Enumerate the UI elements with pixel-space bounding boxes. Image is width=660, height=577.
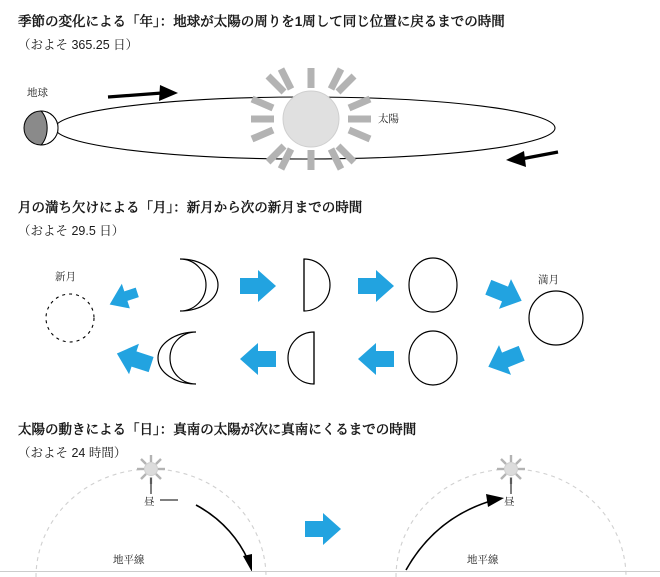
phase-arrows-top	[105, 270, 528, 316]
label-noon-left: 昼	[144, 496, 155, 508]
label-noon-right: 昼	[504, 496, 515, 508]
section-title-day: 太陽の動きによる「日」：真南の太陽が次に真南にくるまでの時間	[18, 422, 417, 437]
label-full-moon: 満月	[538, 274, 559, 286]
orbit-arrow-top	[108, 85, 178, 101]
full-moon-icon	[529, 291, 583, 345]
label-sun: 太陽	[378, 113, 399, 125]
section-subtitle-month: （およそ 29.5 日）	[18, 224, 125, 238]
label-horizon-right: 地平線	[467, 554, 499, 566]
crescent-moon-icon-waxing	[180, 259, 218, 311]
day-diagram-right	[396, 455, 626, 577]
horizon-rule	[0, 571, 660, 572]
section-subtitle-year: （およそ 365.25 日）	[18, 38, 139, 52]
half-moon-icon-last-quarter	[288, 332, 314, 384]
section-title-year: 季節の変化による「年」：地球が太陽の周りを1周して同じ位置に戻るまでの時間	[18, 14, 505, 29]
gibbous-moon-icon-waning	[409, 331, 457, 385]
section-subtitle-day: （およそ 24 時間）	[18, 446, 127, 460]
new-moon-icon	[46, 294, 94, 342]
gibbous-moon-icon-waxing	[409, 258, 457, 312]
orbit-arrow-bottom	[506, 151, 558, 167]
label-horizon-left: 地平線	[113, 554, 145, 566]
label-earth: 地球	[27, 87, 48, 99]
earth-icon	[24, 111, 58, 145]
phase-arrows-bottom	[112, 338, 528, 381]
crescent-moon-icon-waning	[158, 332, 196, 384]
day-diagram-left	[36, 455, 266, 577]
half-moon-icon-first-quarter	[304, 259, 330, 311]
section-title-month: 月の満ち欠けによる「月」：新月から次の新月までの時間	[18, 200, 363, 215]
sun-icon	[251, 68, 371, 170]
sun-icon-small-left	[137, 455, 165, 484]
earth-orbit-ellipse	[55, 97, 555, 159]
day-transition-arrow	[305, 513, 341, 545]
label-new-moon: 新月	[55, 271, 76, 283]
sun-icon-small-right	[497, 455, 525, 484]
